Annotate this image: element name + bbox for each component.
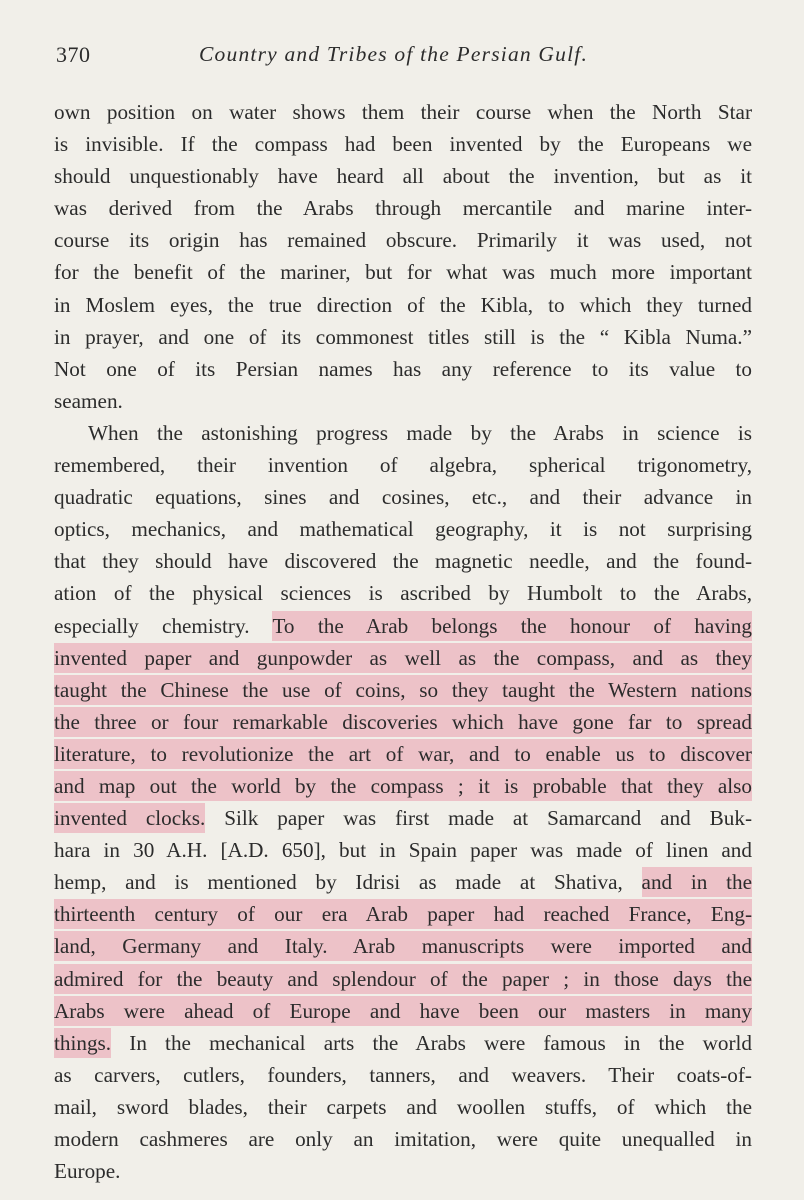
- text-segment: in Moslem eyes, the true direction of the Kibla, to which they turned: [54, 292, 752, 317]
- text-line: [54, 449, 752, 481]
- text-line: [54, 738, 752, 770]
- text-segment: remembered, their invention of algebra, spherical trigonometry,: [54, 453, 752, 478]
- text-segment: modern cashmeres are only an imitation, were quite unequalled in: [54, 1127, 752, 1151]
- text-segment: own position on water shows them their course when the North Star: [54, 100, 752, 124]
- text-line: [54, 995, 752, 1027]
- highlighted-text: the three or four remarkable discoveries which have gone far to spread: [54, 707, 752, 737]
- text-line: [54, 866, 752, 898]
- text-segment: course its origin has remained obscure. Primarily it was used, not: [54, 228, 752, 253]
- text-line: [54, 1155, 752, 1187]
- text-segment: seamen.: [54, 388, 123, 413]
- text-line: [54, 96, 752, 128]
- text-segment: In the mechanical arts the Arabs were famous in the world: [111, 1030, 752, 1055]
- text-line: [54, 834, 752, 866]
- text-line: [54, 577, 752, 609]
- text-line: [54, 898, 752, 930]
- text-segment: Not one of its Persian names has any reference to its value to: [54, 356, 752, 381]
- text-segment: Europe.: [54, 1159, 121, 1184]
- highlighted-text: invented paper and gunpowder as well as the compass, and as they: [54, 643, 752, 673]
- text-line: [54, 706, 752, 738]
- text-line: [54, 930, 752, 962]
- highlighted-text: literature, to revolutionize the art of war, and to enable us to discover: [54, 739, 752, 769]
- text-line: [54, 417, 752, 449]
- text-line: [54, 224, 752, 256]
- text-line: [54, 642, 752, 674]
- text-line: [54, 353, 752, 385]
- text-line: [54, 545, 752, 577]
- text-line: [54, 1091, 752, 1123]
- text-line: [54, 513, 752, 545]
- text-segment: hemp, and is mentioned by Idrisi as made at Shativa,: [54, 870, 642, 895]
- text-line: [54, 963, 752, 995]
- text-line: [54, 385, 752, 417]
- text-line: [54, 770, 752, 802]
- text-line: [54, 802, 752, 834]
- text-segment: Silk paper was first made at Samarcand and Buk-: [205, 806, 752, 831]
- highlighted-text: invented clocks.: [54, 803, 205, 833]
- page-number: 370: [56, 42, 91, 67]
- text-segment: was derived from the Arabs through mercantile and marine inter-: [54, 196, 752, 221]
- text-line: [54, 289, 752, 321]
- highlighted-text: Arabs were ahead of Europe and have been our masters in many: [54, 996, 752, 1026]
- body-text: [54, 96, 752, 1187]
- text-line: [54, 128, 752, 160]
- text-line: [54, 1059, 752, 1091]
- text-segment: When the astonishing progress made by the Arabs in science is: [88, 420, 752, 445]
- highlighted-text: thirteenth century of our era Arab paper had reached France, Eng-: [54, 899, 752, 929]
- text-segment: should unquestionably have heard all about the invention, but as it: [54, 164, 752, 189]
- running-title: Country and Tribes of the Persian Gulf.: [199, 42, 589, 66]
- text-segment: mail, sword blades, their carpets and woollen stuffs, of which the: [54, 1094, 752, 1119]
- text-segment: quadratic equations, sines and cosines, etc., and their advance in: [54, 485, 752, 510]
- highlighted-text: To the Arab belongs the honour of having: [272, 611, 752, 641]
- text-line: [54, 610, 752, 642]
- highlighted-text: and in the: [642, 867, 752, 897]
- text-line: [54, 192, 752, 224]
- text-line: [54, 321, 752, 353]
- text-line: [54, 1123, 752, 1155]
- text-segment: optics, mechanics, and mathematical geography, it is not surprising: [54, 517, 752, 542]
- text-line: [54, 674, 752, 706]
- text-line: [54, 1027, 752, 1059]
- text-segment: that they should have discovered the magnetic needle, and the found-: [54, 549, 752, 574]
- highlighted-text: things.: [54, 1028, 111, 1058]
- page-header: [56, 42, 756, 82]
- highlighted-text: and map out the world by the compass ; it is probable that they also: [54, 771, 752, 801]
- text-line: [54, 256, 752, 288]
- text-line: [54, 160, 752, 192]
- text-segment: is invisible. If the compass had been invented by the Europeans we: [54, 132, 752, 157]
- highlighted-text: land, Germany and Italy. Arab manuscripts were imported and: [54, 931, 752, 961]
- text-segment: especially chemistry.: [54, 613, 273, 638]
- text-segment: hara in 30 A.H. [A.D. 650], but in Spain paper was made of linen and: [54, 838, 752, 863]
- text-segment: in prayer, and one of its commonest titles still is the “ Kibla Numa.”: [54, 324, 752, 349]
- text-line: [54, 481, 752, 513]
- highlighted-text: taught the Chinese the use of coins, so they taught the Western nations: [54, 675, 752, 705]
- highlighted-text: admired for the beauty and splendour of the paper ; in those days the: [54, 964, 752, 994]
- text-segment: ation of the physical sciences is ascribed by Humbolt to the Arabs,: [54, 581, 752, 606]
- text-segment: as carvers, cutlers, founders, tanners, and weavers. Their coats-of-: [54, 1062, 752, 1087]
- text-segment: for the benefit of the mariner, but for what was much more important: [54, 260, 752, 285]
